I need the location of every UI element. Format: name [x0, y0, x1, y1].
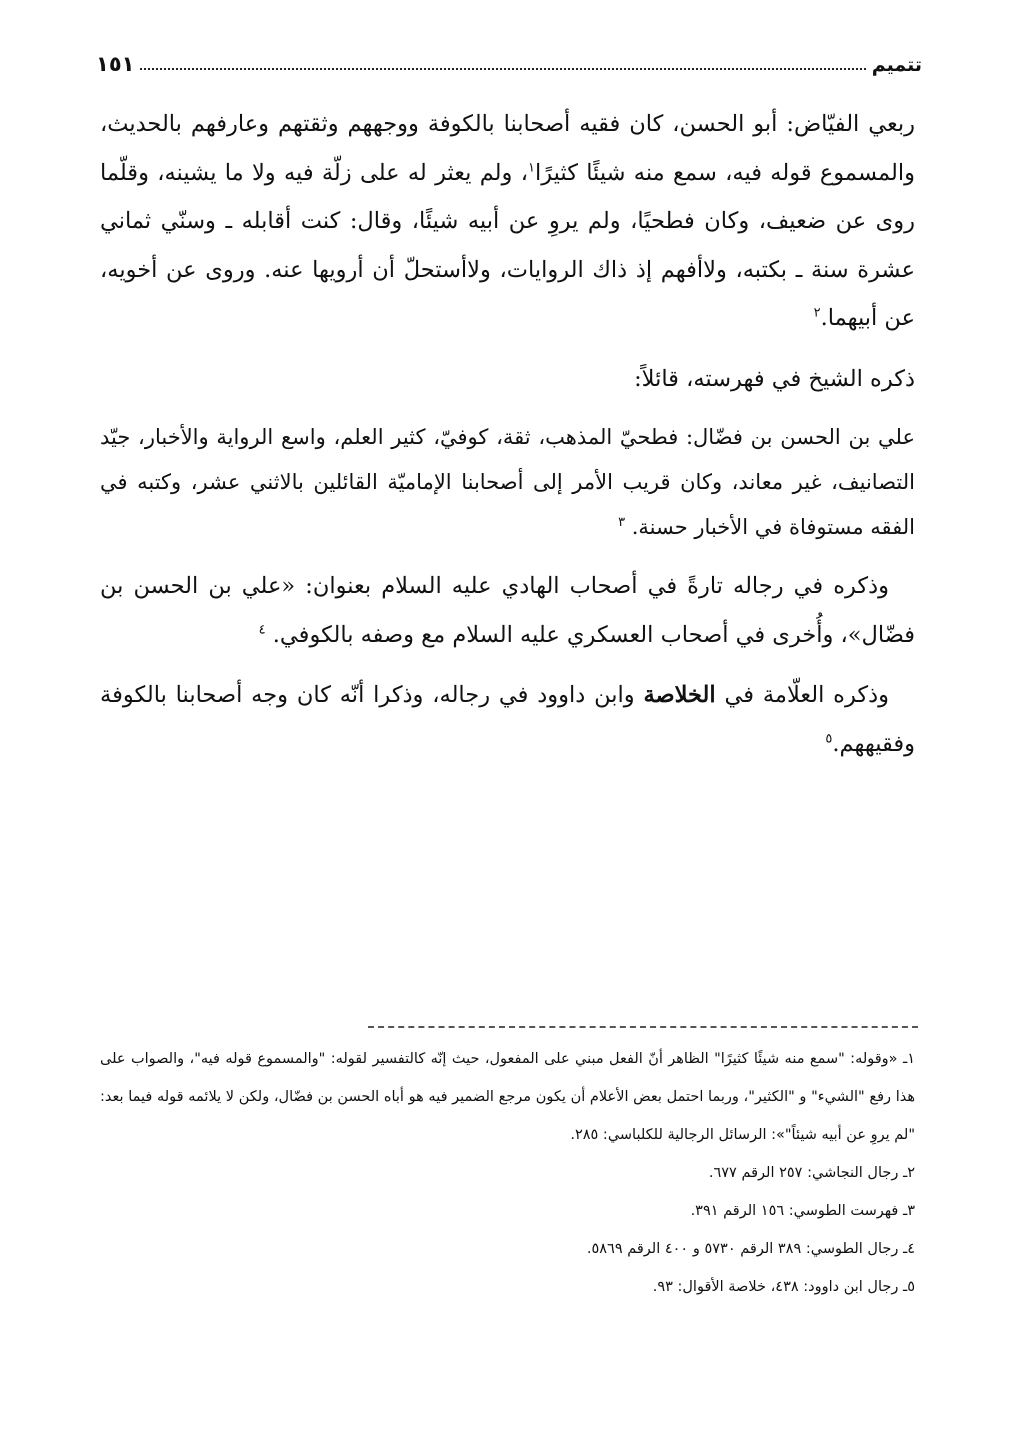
- paragraph-allama: [100, 671, 915, 768]
- paragraph-text-continued: ، ولم يعثر له على زلّة فيه ولا ما يشينه، وقلّما روى عن ضعيف، وكان فطحيًا، ولم يروِ عن أبيه شيئًا، وقال: كنت أقابله ـ وسنّي ثماني عشرة سنة ـ بكتبه، ولاأفهم إذ ذاك الروايات، ولاأستحلّ أن أرويها عنه. وروى عن أخويه، عن أبيهما.: [100, 159, 915, 331]
- paragraph-text: ذكره الشيخ في فهرسته، قائلاً:: [634, 365, 915, 392]
- footnote-1: ١ـ «وقوله: "سمع منه شيئًا كثيرًا" الظاهر أنّ الفعل مبني على المفعول، حيث إنّه كالتفسير لقوله: "والمسموع قوله فيه"، والصواب على هذا رفع "الشيء" و "الكثير"، وربما احتمل بعض الأعلام أن يكون مرجع الضمير فيه هو أباه الحسن بن فضّال، ولكن لا يلائمه قوله فيما بعد: "لم يروِ عن أبيه شيئاً"»: الرسائل الرجالية للكلباسي: ٢٨٥.: [100, 1051, 915, 1143]
- footnote-ref-4[interactable]: ٤: [258, 622, 266, 637]
- running-header: [96, 36, 922, 76]
- footnote-ref-2[interactable]: ٢: [813, 305, 821, 321]
- paragraph-text-continued: وابن داوود في رجاله، وذكرا أنّه كان وجه أصحابنا بالكوفة وفقيههم.: [100, 682, 915, 757]
- footnote-ref-5[interactable]: ٥: [825, 731, 833, 746]
- paragraph-text: وذكره في رجاله تارةً في أصحاب الهادي عليه السلام بعنوان: «علي بن الحسن بن فضّال»، وأُخرى في أصحاب العسكري عليه السلام مع وصفه بالكوفي.: [100, 573, 915, 648]
- footnote-3: ٣ـ فهرست الطوسي: ١٥٦ الرقم ٣٩١.: [690, 1203, 915, 1219]
- paragraph-text: وذكره العلّامة في: [715, 682, 889, 708]
- paragraph-text: ربعي الفيّاض: أبو الحسن، كان فقيه أصحابنا بالكوفة ووجههم وثقتهم وعارفهم بالحديث، والمسموع قوله فيه، سمع منه شيئًا كثيرًا: [100, 111, 915, 186]
- paragraph-rabi-alfayyad: [100, 100, 915, 343]
- bold-book-title: الخلاصة: [643, 682, 716, 708]
- footnote-4: ٤ـ رجال الطوسي: ٣٨٩ الرقم ٥٧٣٠ و ٤٠٠ الرقم ٥٨٦٩.: [586, 1241, 915, 1257]
- header-dot-leader: [140, 67, 865, 70]
- footnote-ref-3[interactable]: ٣: [618, 515, 626, 530]
- quoted-fihrist-entry: [100, 415, 915, 550]
- running-header-title: تتميم: [871, 54, 922, 76]
- footnote-separator: [368, 1026, 918, 1028]
- footnotes: [100, 1040, 915, 1306]
- paragraph-fihrist-intro: [100, 355, 915, 404]
- quote-text: علي بن الحسن بن فضّال: فطحيّ المذهب، ثقة، كوفيّ، كثير العلم، واسع الرواية والأخبار، جيّد التصانيف، غير معاند، وكان قريب الأمر إلى أصحابنا الإماميّة القائلين بالاثني عشر، وكتبه في الفقه مستوفاة في الأخبار حسنة.: [100, 425, 915, 539]
- footnote-ref-1[interactable]: ١: [527, 160, 535, 175]
- main-text: [100, 100, 915, 768]
- footnote-2: ٢ـ رجال النجاشي: ٢٥٧ الرقم ٦٧٧.: [708, 1165, 915, 1181]
- footnote-5: ٥ـ رجال ابن داوود: ٤٣٨، خلاصة الأقوال: ٩٣.: [652, 1279, 915, 1295]
- page-number: ١٥١: [96, 52, 135, 76]
- paragraph-rijal-tusi: [100, 562, 915, 659]
